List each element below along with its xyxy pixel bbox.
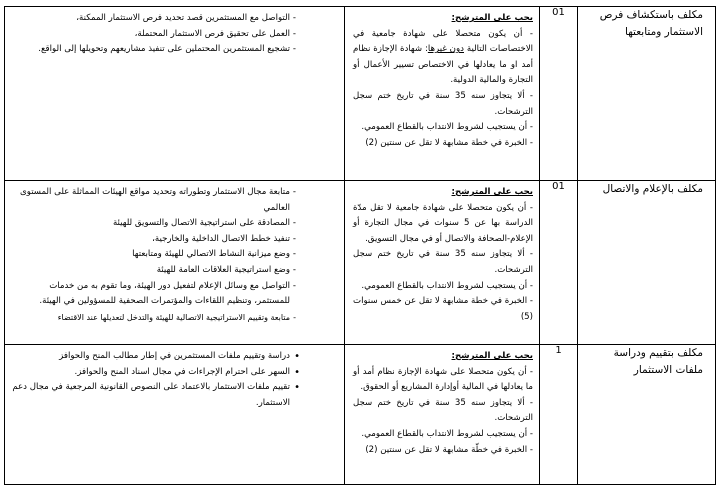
job-title: مكلف بتقييم ودراسة ملفات الاستثمار (578, 345, 716, 485)
task-item: - متابعة مجال الاستثمار وتطوراته وتحديد مواقع الهيئات المماثلة على المستوى العالمي (11, 185, 336, 216)
conditions-cell (345, 181, 540, 345)
tasks-cell (5, 345, 345, 485)
task-item: - العمل على تحقيق فرص الاستثمار المحتملة، (11, 27, 336, 43)
condition-item: - أن يستجيب لشروط الانتداب بالقطاع العمومي. (361, 428, 533, 439)
positions-count: 1 (540, 345, 578, 485)
task-item: • تقييم ملفات الاستثمار بالاعتماد على النصوص القانونية المرجعية في مجال دعم الاستثمار. (11, 380, 336, 411)
job-title: مكلف باستكشاف فرص الاستثمار ومتابعتها (578, 7, 716, 181)
task-item: - متابعة وتقييم الاستراتيجية الاتصالية للهيئة والتدخل لتعديلها عند الاقتضاء (11, 310, 336, 326)
tasks-cell (5, 7, 345, 181)
positions-count: 01 (540, 7, 578, 181)
tasks-list (11, 11, 336, 58)
task-item: - وضع استراتيجية العلاقات العامة للهيئة (11, 263, 336, 279)
condition-item: - ألا يتجاوز سنه 35 سنة في تاريخ ختم سجل الترشحات. (353, 90, 534, 117)
task-item: - تنفيذ خطط الاتصال الداخلية والخارجية، (11, 232, 336, 248)
condition-item: - أن يستجيب لشروط الانتداب بالقطاع العمومي. (361, 280, 533, 291)
condition-item: - أن يستجيب لشروط الانتداب بالقطاع العمومي. (361, 122, 533, 133)
conditions-heading: يجب على المترشح: (451, 187, 533, 197)
table-row (5, 7, 716, 181)
task-item: - المصادقة على استراتيجية الاتصال والتسويق للهيئة (11, 216, 336, 232)
condition-item: - أن يكون متحصلا على شهادة الإجازة نظام أمد أو ما يعادلها في المالية أوإدارة المشاريع أو الحقوق. (353, 366, 533, 393)
condition-item: - ألا يتجاوز سنه 35 سنة في تاريخ ختم سجل الترشحات. (353, 397, 534, 424)
condition-item: - ألا يتجاوز سنه 35 سنة في تاريخ ختم سجل الترشحات. (353, 249, 534, 275)
condition-item: - أن يكون متحصلا على شهادة جامعية لا تقل مدّة الدراسة بها عن 5 سنوات في مجال التجارة أو الإعلام-الصحافة والاتصال أو في مجال التسويق. (353, 202, 533, 244)
conditions-heading: يجب على المترشح: (451, 13, 533, 23)
condition-item: - الخبرة في خطّة مشابهة لا تقل عن سنتين (2) (365, 444, 533, 455)
conditions-cell (345, 345, 540, 485)
positions-count: 01 (540, 181, 578, 345)
task-item: • دراسة وتقييم ملفات المستثمرين في إطار مطالب المنح والحوافز (11, 349, 336, 365)
task-item: - وضع ميزانية النشاط الاتصالي للهيئة ومتابعتها (11, 247, 336, 263)
condition-item: - أن يكون متحصلا على شهادة جامعية في الاختصاصات التالية دون غيرها: شهادة الإجازة نظام أمد او ما يعادلها في الاختصاص تسيير الأعمال أو التجارة والمالية الدولية. (353, 28, 534, 86)
table-row (5, 345, 716, 485)
tasks-cell (5, 181, 345, 345)
job-title: مكلف بالإعلام والاتصال (578, 181, 716, 345)
condition-item: - الخبرة في خطة مشابهة لا تقل عن خمس سنوات (5) (353, 296, 533, 322)
task-item: - التواصل مع وسائل الإعلام لتفعيل دور الهيئة، وما تقوم به من خدمات للمستثمر، وتنظيم اللقاءات والمؤتمرات الصحفية للمسؤولين في الهيئة. (11, 279, 336, 310)
task-item: - التواصل مع المستثمرين قصد تحديد فرص الاستثمار الممكنة، (11, 11, 336, 27)
tasks-list (11, 185, 336, 325)
task-item: - تشجيع المستثمرين المحتملين على تنفيذ مشاريعهم وتحويلها إلى الواقع. (11, 42, 336, 58)
tasks-list (11, 349, 336, 411)
conditions-heading: يجب على المترشح: (451, 351, 533, 361)
task-item: • السهر على احترام الإجراءات في مجال اسناد المنح والحوافز. (11, 365, 336, 381)
jobs-table (4, 6, 716, 485)
table-row (5, 181, 716, 345)
condition-item: - الخبرة في خطة مشابهة لا تقل عن سنتين (2) (365, 137, 533, 148)
conditions-cell (345, 7, 540, 181)
